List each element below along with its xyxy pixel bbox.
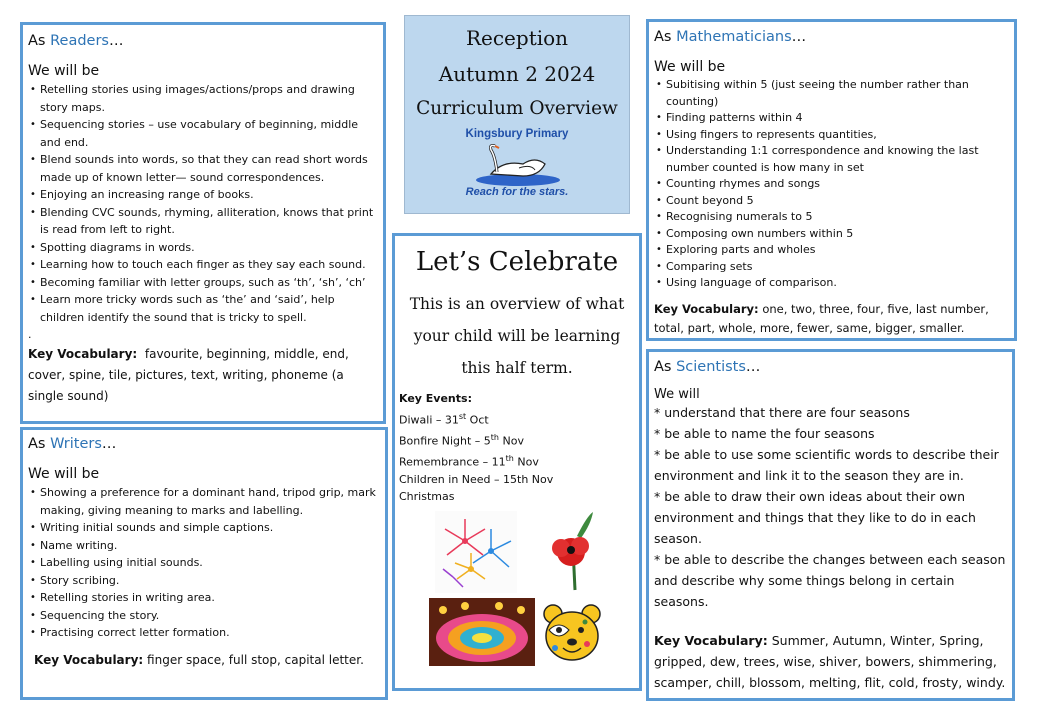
- list-item: • Composing own numbers within 5: [654, 226, 1010, 243]
- readers-heading: As Readers…: [28, 33, 124, 49]
- list-item: • Counting rhymes and songs: [654, 176, 1010, 193]
- list-item: • Comparing sets: [654, 259, 1010, 276]
- swan-icon: [473, 142, 563, 188]
- title-line-3: Curriculum Overview: [416, 98, 618, 119]
- list-item: • Blending CVC sounds, rhyming, alliteration, knows that print is read from left to right.: [28, 204, 379, 239]
- readers-subheading: We will be: [28, 63, 100, 79]
- list-item: • Exploring parts and wholes: [654, 242, 1010, 259]
- event-item: Bonfire Night – 5th Nov: [399, 432, 524, 448]
- writers-list: [28, 484, 381, 642]
- writers-subheading: We will be: [28, 466, 100, 482]
- readers-list: [28, 81, 379, 344]
- maths-subheading: We will be: [654, 59, 726, 75]
- event-item: Remembrance – 11th Nov: [399, 453, 539, 469]
- list-item: • Learn more tricky words such as ‘the’ and ‘said’, help children identify the sound that is tricky to spell.: [28, 291, 379, 326]
- maths-panel: [646, 19, 1017, 341]
- poppy-icon: [547, 508, 599, 592]
- event-item: Children in Need – 15th Nov: [399, 472, 554, 486]
- list-item: • Count beyond 5: [654, 193, 1010, 210]
- key-events-label: Key Events:: [399, 392, 472, 405]
- list-item: * be able to use some scientific words to describe their environment and link it to the season they are in.: [654, 447, 999, 483]
- maths-heading: As Mathematicians…: [654, 29, 807, 45]
- list-item: * be able to describe the changes between each season and describe why some things belong in certain seasons.: [654, 552, 1006, 609]
- maths-list: [654, 77, 1010, 292]
- list-item: • Subitising within 5 (just seeing the number rather than counting): [654, 77, 1010, 110]
- list-item: * be able to name the four seasons: [654, 426, 875, 441]
- list-item: • Spotting diagrams in words.: [28, 239, 379, 257]
- list-item: • Becoming familiar with letter groups, such as ‘th’, ‘sh’, ‘ch’: [28, 274, 379, 292]
- list-item: • Story scribing.: [28, 572, 381, 590]
- list-item: * be able to draw their own ideas about their own environment and things that they like to do in each season.: [654, 489, 976, 546]
- scientists-subheading: We will: [654, 387, 700, 402]
- writers-vocab: Key Vocabulary: finger space, full stop, capital letter.: [34, 652, 364, 667]
- scientists-vocab: Key Vocabulary: Summer, Autumn, Winter, Spring, gripped, dew, trees, wise, shiver, bowers, shimmering, scamper, chill, blossom, melting, flit, cold, frosty, windy.: [654, 633, 1006, 690]
- list-item: • Retelling stories using images/actions/props and drawing story maps.: [28, 81, 379, 116]
- list-item: • Practising correct letter formation.: [28, 624, 381, 642]
- pudsey-bear-icon: [541, 602, 603, 664]
- celebrate-intro: This is an overview of what your child will be learning this half term.: [409, 295, 625, 377]
- event-item: Christmas: [399, 490, 455, 504]
- list-item: • Using fingers to represents quantities,: [654, 127, 1010, 144]
- scientists-list: [654, 402, 1008, 612]
- list-item: • Writing initial sounds and simple captions.: [28, 519, 381, 537]
- school-logo: [405, 124, 629, 204]
- list-item: • Blend sounds into words, so that they can read short words made up of known letter— sound correspondences.: [28, 151, 379, 186]
- title-line-2: Autumn 2 2024: [438, 62, 596, 86]
- school-motto: Reach for the stars.: [465, 186, 569, 198]
- school-name: Kingsbury Primary: [465, 128, 569, 140]
- list-item: • Labelling using initial sounds.: [28, 554, 381, 572]
- list-item: • Showing a preference for a dominant hand, tripod grip, mark making, giving meaning to marks and labelling.: [28, 484, 381, 519]
- list-item: .: [28, 328, 32, 341]
- writers-heading: As Writers…: [28, 436, 117, 452]
- list-item: • Name writing.: [28, 537, 381, 555]
- list-item: • Enjoying an increasing range of books.: [28, 186, 379, 204]
- celebrate-panel: [392, 233, 642, 691]
- event-item: Diwali – 31st Oct: [399, 411, 489, 427]
- readers-panel: [20, 22, 386, 424]
- maths-vocab: Key Vocabulary: one, two, three, four, five, last number, total, part, whole, more, fewer, same, bigger, smaller.: [654, 301, 989, 335]
- title-panel: [404, 15, 630, 214]
- title-line-1: Reception: [465, 26, 569, 50]
- fireworks-icon: [435, 511, 517, 593]
- list-item: • Retelling stories in writing area.: [28, 589, 381, 607]
- diwali-rangoli-icon: [429, 598, 535, 666]
- list-item: • Sequencing the story.: [28, 607, 381, 625]
- celebrate-heading: Let’s Celebrate: [415, 247, 619, 277]
- list-item: • Sequencing stories – use vocabulary of beginning, middle and end.: [28, 116, 379, 151]
- readers-vocab: Key Vocabulary: favourite, beginning, middle, end, cover, spine, tile, pictures, text, writing, phoneme (a single sound): [28, 346, 349, 403]
- list-item: • Using language of comparison.: [654, 275, 1010, 292]
- scientists-panel: [646, 349, 1015, 701]
- list-item: * understand that there are four seasons: [654, 405, 910, 420]
- scientists-heading: As Scientists…: [654, 359, 761, 375]
- list-item: • Finding patterns within 4: [654, 110, 1010, 127]
- key-events: [399, 390, 635, 506]
- list-item: • Understanding 1:1 correspondence and knowing the last number counted is how many in set: [654, 143, 1010, 176]
- list-item: • Recognising numerals to 5: [654, 209, 1010, 226]
- writers-panel: [20, 427, 388, 700]
- list-item: • Learning how to touch each finger as they say each sound.: [28, 256, 379, 274]
